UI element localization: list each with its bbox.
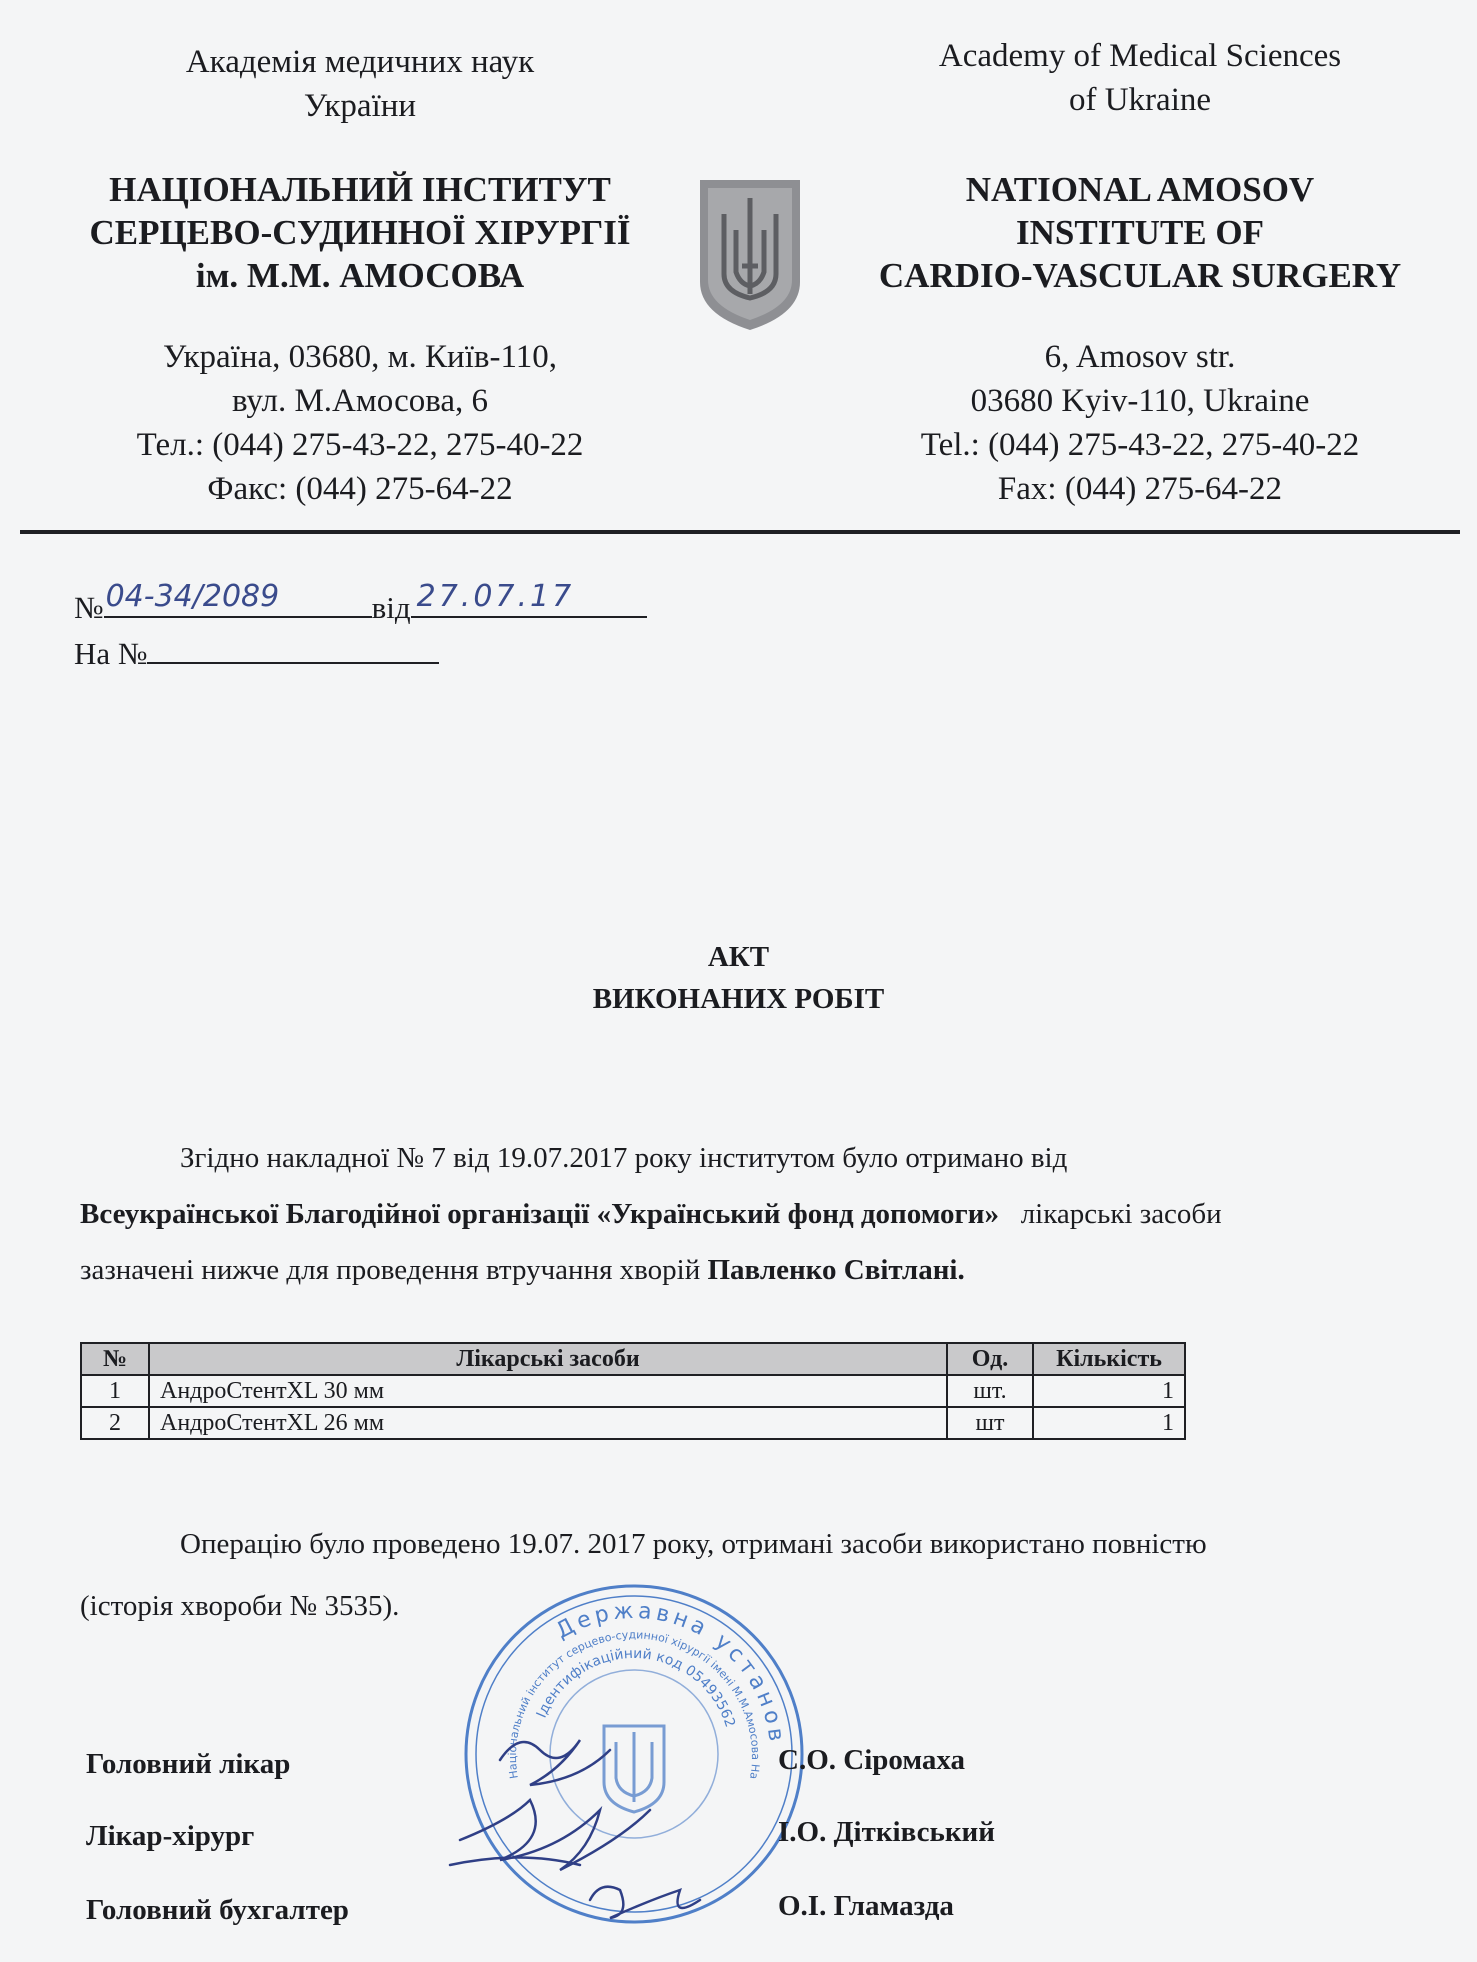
handwritten-date: 27.07.17 [416, 579, 575, 614]
header-right [830, 34, 1450, 511]
paragraph-receipt-line2 [80, 1186, 1424, 1242]
patient-name: Павленко Світлані. [707, 1254, 965, 1286]
reply-label: На № [74, 636, 148, 671]
operation-line1: Операцію було проведено 19.07. 2017 року, отримані засоби використано повністю [180, 1528, 1207, 1560]
row-unit: шт. [947, 1375, 1033, 1407]
stamp-text-inner: Ідентифікаційний код 05493562 [533, 1645, 738, 1730]
table-row [81, 1375, 1185, 1407]
medicines-text: лікарські засоби [1020, 1198, 1222, 1230]
address-en-1: 6, Amosov str. [1044, 339, 1236, 375]
phone-en: Tel.: (044) 275-43-22, 275-40-22 [920, 427, 1360, 463]
signature-role-chief-doctor: Головний лікар [86, 1748, 291, 1780]
paragraph-receipt [80, 1130, 1424, 1298]
row-number: 2 [81, 1407, 149, 1439]
row-number: 1 [81, 1375, 149, 1407]
handwritten-signatures [440, 1690, 740, 1930]
fax-ua: Факс: (044) 275-64-22 [207, 471, 513, 507]
stamp-text-ring: Національний інститут серцево-судинної хірургії імені М.М.Амосова На [505, 1628, 763, 1781]
institute-name-en-3: CARDIO-VASCULAR SURGERY [878, 256, 1402, 295]
row-unit: шт [947, 1407, 1033, 1439]
table-header-row [81, 1343, 1185, 1375]
header-divider [20, 530, 1460, 534]
academy-country-en: of Ukraine [1068, 82, 1212, 118]
reference-number [74, 579, 647, 626]
col-number: № [81, 1343, 149, 1375]
col-medicine: Лікарські засоби [149, 1343, 947, 1375]
institute-name-en-1: NATIONAL AMOSOV [965, 170, 1315, 209]
academy-name-en: Academy of Medical Sciences [938, 38, 1342, 74]
academy-country-ua: України [303, 88, 417, 124]
signature-name-chief-doctor: С.О. Сіромаха [778, 1744, 965, 1776]
row-medicine: АндроСтентXL 30 мм [149, 1375, 947, 1407]
institute-name-ua-3: ім. М.М. АМОСОВА [195, 256, 525, 295]
title-act: АКТ [707, 941, 770, 973]
handwritten-number: 04-34/2089 [105, 579, 280, 614]
institute-name-ua-2: СЕРЦЕВО-СУДИННОЇ ХІРУРГІЇ [89, 213, 631, 252]
col-unit: Од. [947, 1343, 1033, 1375]
from-label: від [371, 590, 411, 625]
institute-name-en-2: INSTITUTE OF [1016, 213, 1264, 252]
address-en-2: 03680 Kyiv-110, Ukraine [970, 383, 1310, 419]
reply-reference [74, 632, 439, 672]
col-quantity: Кількість [1033, 1343, 1185, 1375]
stamp-text-outer: Державна установ [552, 1598, 789, 1747]
academy-name-ua: Академія медичних наук [185, 44, 535, 80]
title-works: ВИКОНАНИХ РОБІТ [592, 983, 885, 1015]
fax-en: Fax: (044) 275-64-22 [997, 471, 1283, 507]
operation-line2: (історія хвороби № 3535). [80, 1590, 400, 1622]
row-quantity: 1 [1033, 1407, 1185, 1439]
phone-ua: Тел.: (044) 275-43-22, 275-40-22 [136, 427, 584, 463]
signature-name-accountant: О.І. Гламазда [778, 1890, 954, 1922]
purpose-text: зазначені нижче для проведення втручання хворій [80, 1254, 701, 1286]
medicines-table [80, 1342, 1186, 1440]
address-ua-1: Україна, 03680, м. Київ-110, [163, 339, 557, 375]
signature-role-surgeon: Лікар-хірург [86, 1820, 255, 1852]
row-medicine: АндроСтентXL 26 мм [149, 1407, 947, 1439]
document-title [0, 936, 1477, 1020]
trident-emblem-icon [694, 174, 806, 334]
paragraph-receipt-line1: Згідно накладної № 7 від 19.07.2017 року інститутом було отримано від [180, 1142, 1068, 1174]
signature-name-surgeon: І.О. Дітківський [778, 1816, 995, 1848]
number-label: № [74, 590, 104, 625]
address-ua-2: вул. М.Амосова, 6 [231, 383, 489, 419]
table-row [81, 1407, 1185, 1439]
institute-name-ua-1: НАЦІОНАЛЬНИЙ ІНСТИТУТ [109, 170, 611, 209]
signature-role-accountant: Головний бухгалтер [86, 1894, 349, 1926]
header-left [20, 40, 700, 511]
organization-name: Всеукраїнської Благодійної організації «Український фонд допомоги» [80, 1198, 999, 1230]
row-quantity: 1 [1033, 1375, 1185, 1407]
paragraph-receipt-line3 [80, 1242, 1424, 1298]
